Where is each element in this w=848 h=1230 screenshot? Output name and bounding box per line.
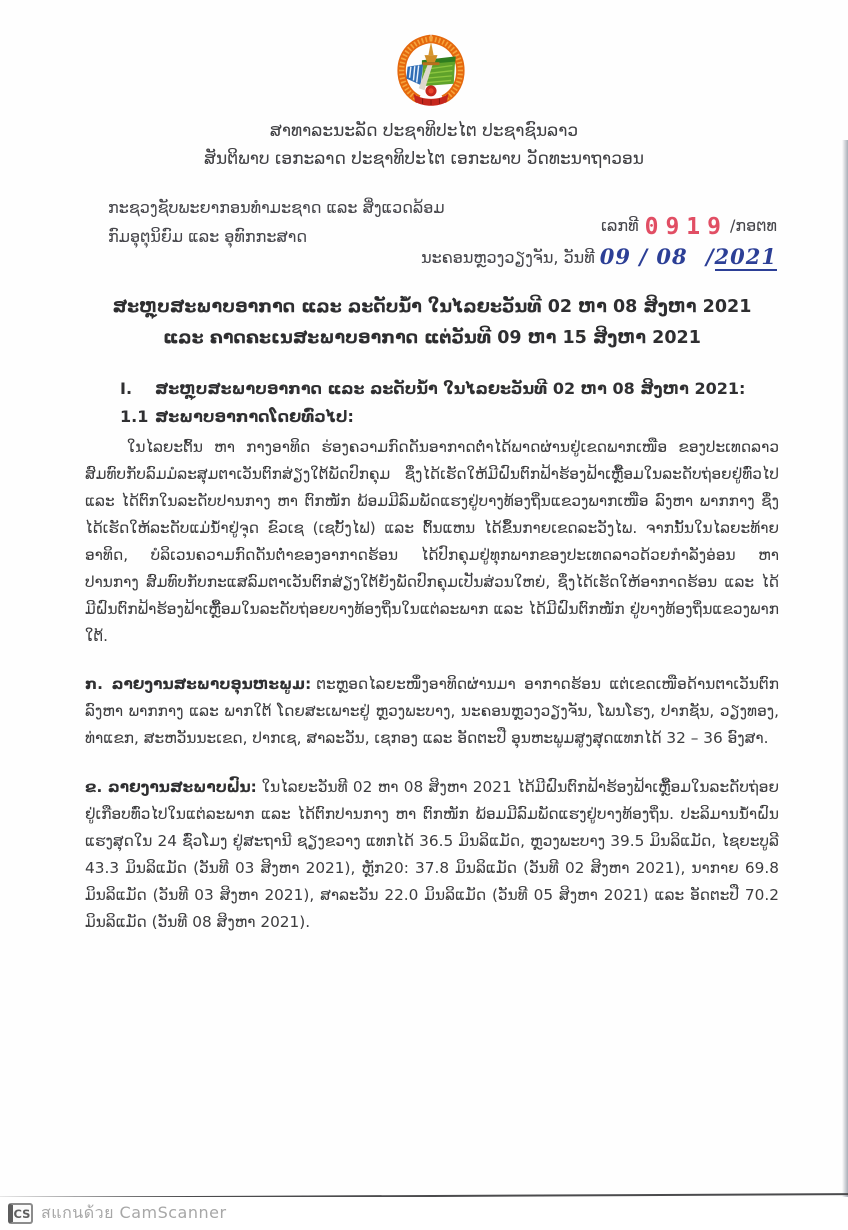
scan-page-edge-shadow — [842, 140, 848, 1197]
rainfall-report-paragraph — [85, 774, 779, 936]
date-separator: / — [705, 244, 715, 269]
date-year: 2021 — [714, 244, 777, 269]
temperature-report-lead: ກ. ລາຍງານສະພາບອຸນຫະພູມ: — [85, 675, 312, 693]
section-1-heading: ສະຫຼຸບສະພາບອາກາດ ແລະ ລະດັບນ້ຳ ໃນໄລຍະວັນທີ 02 ຫາ 08 ສິງຫາ 2021: — [155, 379, 746, 398]
ministry-name: ກະຊວງຊັບພະຍາກອນທຳມະຊາດ ແລະ ສິ່ງແວດລ້ອມ — [108, 198, 445, 217]
ref-label: ເລກທີ — [601, 216, 639, 235]
general-weather-paragraph: ໃນໄລຍະຕົ້ນ ຫາ ກາງອາທິດ ຮ່ອງຄວາມກົດດັນອາກາດຕ່ຳໄດ້ພາດຜ່ານຢູ່ເຂດພາກເໜືອ ຂອງປະເທດລາວ ສົມທົບກັບລົມມໍລະສຸມຕາເວັນຕົກສ່ຽງໃຕ້ພັດປົກຄຸມ ຊຶ່ງໄດ້ເຮັດໃຫ້ມີຝົນຕົກຟ້າຮ້ອງຟ້າເຫຼື້ອມໃນລະດັບຖ່ອຍຢູ່ທົ່ວໄປ ແລະ ໄດ້ຕົກໃນລະດັບປານກາງ ຫາ ຕົກໜັກ ພ້ອມມີລົມພັດແຮງຢູ່ບາງທ້ອງຖິ່ນແຂວງພາກເໜືອ ລົງຫາ ພາກກາງ ຊຶ່ງໄດ້ເຮັດໃຫ້ລະດັບແມ່ນ້ຳຢູ່ຈຸດ ຂົວເຊ (ເຊບັ້ງໄຟ) ແລະ ຕົ້ນແຫນ ໄດ້ຂຶ້ນກາຍເຂດລະວັງໄພ. ຈາກນັ້ນໃນໄລຍະທ້າຍອາທິດ, ບໍລິເວນຄວາມກົດດັນຕ່ຳຂອງອາກາດຮ້ອນ ໄດ້ປົກຄຸມຢູ່ທຸກພາກຂອງປະເທດລາວດ້ວຍກຳລັງອ່ອນ ຫາ ປານກາງ ສົມທົບກັບກະແສລົມຕາເວັນຕົກສ່ຽງໃຕ້ຍັງພັດປົກຄຸມເປັນສ່ວນໃຫຍ່, ຊຶ່ງໄດ້ເຮັດໃຫ້ອາກາດຮ້ອນ ແລະ ໄດ້ມີຝົນຕົກຟ້າຮ້ອງຟ້າເຫຼື້ອມໃນລະດັບຖ່ອຍບາງທ້ອງຖິ່ນໃນແຕ່ລະພາກ ແລະ ໄດ້ມີຝົນຕົກໜັກ ຢູ່ບາງທ້ອງຖິ່ນແຂວງພາກໃຕ້. — [85, 438, 779, 645]
document-title-line-2: ແລະ ຄາດຄະເນສະພາບອາກາດ ແຕ່ວັນທີ 09 ຫາ 15 ສິງຫາ 2021 — [163, 328, 701, 348]
document-body — [85, 292, 779, 936]
section-1-1-number: 1.1 — [120, 407, 149, 426]
camscanner-watermark-text: สแกนด้วย CamScanner — [41, 1203, 227, 1222]
ref-number-stamp: 0919 — [644, 214, 728, 240]
ref-suffix: /ກອຕທ — [730, 216, 777, 235]
date-day: 09 — [599, 244, 632, 269]
temperature-report-text: ຕະຫຼອດໄລຍະໜຶ່ງອາທິດຜ່ານມາ ອາກາດຮ້ອນ ແຕ່ເຂດເໜືອດ້ານຕາເວັນຕົກ ລົງຫາ ພາກກາງ ແລະ ພາກໃຕ້ ໂດຍສະເພາະຢູ່ ຫຼວງພະບາງ, ນະຄອນຫຼວງວຽງຈັນ, ໂພນໂຮງ, ປາກຊັນ, ວຽງທອງ, ທ່າແຂກ, ສະຫວັນນະເຂດ, ປາກເຊ, ສາລະວັນ, ເຊກອງ ແລະ ອັດຕະປື ອຸນຫະພູມສູງສຸດແທກໄດ້ 32 – 36 ອົງສາ. — [85, 675, 779, 747]
section-1-heading-row — [85, 375, 779, 403]
department-name: ກົມອຸຕຸນິຍົມ ແລະ ອຸທົກກະສາດ — [108, 227, 308, 246]
lao-national-emblem-icon — [392, 31, 470, 113]
place-date-label: ນະຄອນຫຼວງວຽງຈັນ, ວັນທີ — [421, 248, 595, 267]
date-separator: / — [639, 244, 649, 269]
date-month: 08 — [656, 244, 688, 269]
camscanner-footer — [0, 1197, 848, 1230]
temperature-report-paragraph — [85, 671, 779, 752]
section-1-1-heading: ສະພາບອາກາດໂດຍທົ່ວໄປ: — [155, 407, 354, 426]
rainfall-report-lead: ຂ. ລາຍງານສະພາບຝົນ: — [85, 778, 257, 796]
reference-number-row — [0, 211, 777, 240]
place-date-row — [0, 243, 777, 268]
document-title-line-1: ສະຫຼຸບສະພາບອາກາດ ແລະ ລະດັບນ້ຳ ໃນໄລຍະວັນທີ 02 ຫາ 08 ສິງຫາ 2021 — [112, 297, 752, 317]
section-1-1-heading-row — [85, 403, 779, 431]
handwritten-date — [600, 244, 777, 269]
rainfall-report-text: ໃນໄລຍະວັນທີ 02 ຫາ 08 ສິງຫາ 2021 ໄດ້ມີຝົນຕົກຟ້າຮ້ອງຟ້າເຫຼື້ອມໃນລະດັບຖ່ອຍຢູ່ເກືອບທົ່ວໄປໃນແຕ່ລະພາກ ແລະ ໄດ້ຕົກປານກາງ ຫາ ຕົກໜັກ ພ້ອມມີລົມພັດແຮງຢູ່ບາງທ້ອງຖິ່ນ. ປະລິມານນ້ຳຝົນແຮງສຸດໃນ 24 ຊົ່ວໂມງ ຢູ່ສະຖານີ ຊຽງຂວາງ ແທກໄດ້ 36.5 ມິນລິແມັດ, ຫຼວງພະບາງ 39.5 ມິນລິແມັດ, ໄຊຍະບູລີ 43.3 ມິນລິແມັດ (ວັນທີ 03 ສິງຫາ 2021), ຫຼັກ20: 37.8 ມິນລິແມັດ (ວັນທີ 02 ສິງຫາ 2021), ນາກາຍ 69.8 ມິນລິແມັດ (ວັນທີ 03 ສິງຫາ 2021), ສາລະວັນ 22.0 ມິນລິແມັດ (ວັນທີ 05 ສິງຫາ 2021) ແລະ ອັດຕະປື 70.2 ມິນລິແມັດ (ວັນທີ 08 ສິງຫາ 2021). — [85, 778, 779, 931]
camscanner-logo-icon: CS — [8, 1203, 33, 1224]
national-motto-line: ສັນຕິພາບ ເອກະລາດ ປະຊາທິປະໄຕ ເອກະພາບ ວັດທະນາຖາວອນ — [204, 149, 644, 169]
country-name-line: ສາທາລະນະລັດ ປະຊາທິປະໄຕ ປະຊາຊົນລາວ — [269, 121, 579, 141]
section-1-number: I. — [120, 379, 133, 398]
